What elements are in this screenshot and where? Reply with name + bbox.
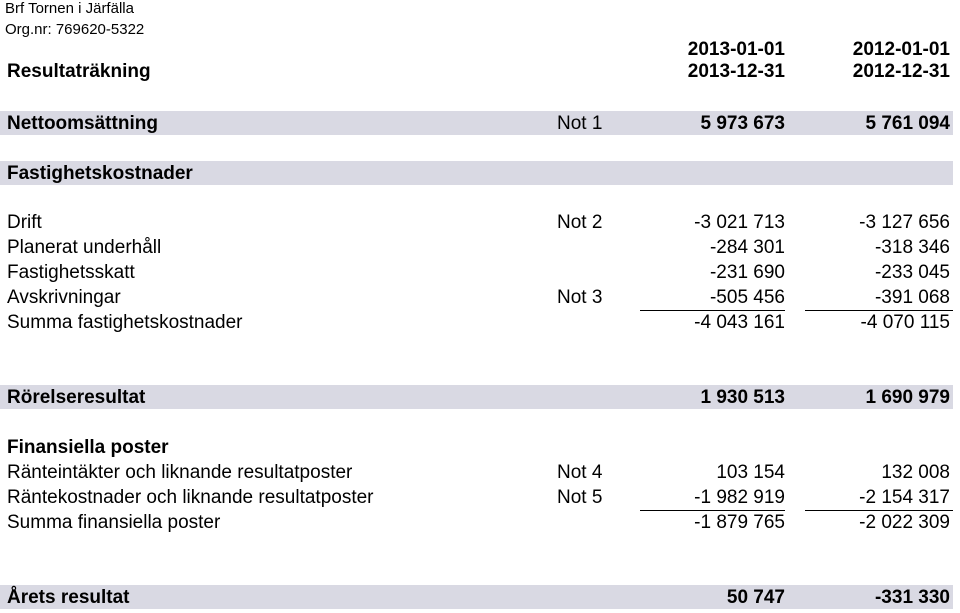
value-2012: -331 330 — [874, 587, 950, 608]
value-2012: -318 346 — [874, 237, 950, 258]
row-label: Rörelseresultat — [7, 387, 146, 408]
row-label: Planerat underhåll — [7, 237, 162, 258]
row-fastighetskostnader-heading — [0, 162, 960, 186]
period1-end: 2013-12-31 — [687, 61, 785, 82]
row-label: Räntekostnader och liknande resultatposter — [7, 487, 374, 508]
value-2012: 5 761 094 — [865, 113, 950, 134]
row-label: Nettoomsättning — [7, 113, 158, 134]
value-2013: -231 690 — [709, 262, 785, 283]
note-link: Not 4 — [557, 462, 603, 483]
row-label: Ränteintäkter och liknande resultatposter — [7, 462, 353, 483]
row-summa-finansiella — [0, 511, 960, 535]
row-planerat-underhall — [0, 236, 960, 260]
value-2013: -4 043 161 — [694, 312, 785, 333]
row-label: Årets resultat — [7, 587, 130, 608]
row-label: Drift — [7, 212, 42, 233]
period1-start: 2013-01-01 — [687, 39, 785, 60]
row-drift — [0, 211, 960, 235]
report-title: Resultaträkning — [7, 61, 151, 82]
note-link: Not 1 — [557, 113, 603, 134]
period2-end: 2012-12-31 — [852, 61, 950, 82]
row-label: Fastighetsskatt — [7, 262, 135, 283]
row-nettoomsattning — [0, 112, 960, 136]
value-2012: 132 008 — [881, 462, 950, 483]
value-2013: -1 982 919 — [694, 487, 785, 508]
value-2012: -391 068 — [874, 287, 950, 308]
section-heading: Finansiella poster — [7, 437, 169, 458]
organization-name: Brf Tornen i Järfälla — [5, 0, 134, 17]
row-avskrivningar — [0, 286, 960, 310]
row-label: Summa finansiella poster — [7, 512, 221, 533]
row-label: Summa fastighetskostnader — [7, 312, 243, 333]
value-2013: 1 930 513 — [700, 387, 785, 408]
value-2013: 50 747 — [726, 587, 785, 608]
period2-start: 2012-01-01 — [852, 39, 950, 60]
note-link: Not 5 — [557, 487, 603, 508]
row-finansiella-heading — [0, 436, 960, 460]
value-2013: -1 879 765 — [694, 512, 785, 533]
value-2012: -2 154 317 — [859, 487, 950, 508]
note-link: Not 2 — [557, 212, 603, 233]
value-2013: 5 973 673 — [700, 113, 785, 134]
value-2012: -233 045 — [874, 262, 950, 283]
row-label: Avskrivningar — [7, 287, 121, 308]
value-2012: -3 127 656 — [859, 212, 950, 233]
value-2012: 1 690 979 — [865, 387, 950, 408]
row-ranteintakter — [0, 461, 960, 485]
value-2013: -284 301 — [709, 237, 785, 258]
value-2012: -4 070 115 — [860, 312, 950, 333]
value-2013: -3 021 713 — [694, 212, 785, 233]
row-fastighetsskatt — [0, 261, 960, 285]
row-summa-fastighetskostnader — [0, 311, 960, 335]
value-2013: 103 154 — [716, 462, 785, 483]
section-heading: Fastighetskostnader — [7, 163, 193, 184]
row-arets-resultat — [0, 586, 960, 610]
value-2013: -505 456 — [709, 287, 785, 308]
organization-number: Org.nr: 769620-5322 — [5, 21, 145, 38]
value-2012: -2 022 309 — [859, 512, 950, 533]
row-rorelseresultat — [0, 386, 960, 410]
note-link: Not 3 — [557, 287, 603, 308]
row-rantekostnader — [0, 486, 960, 510]
